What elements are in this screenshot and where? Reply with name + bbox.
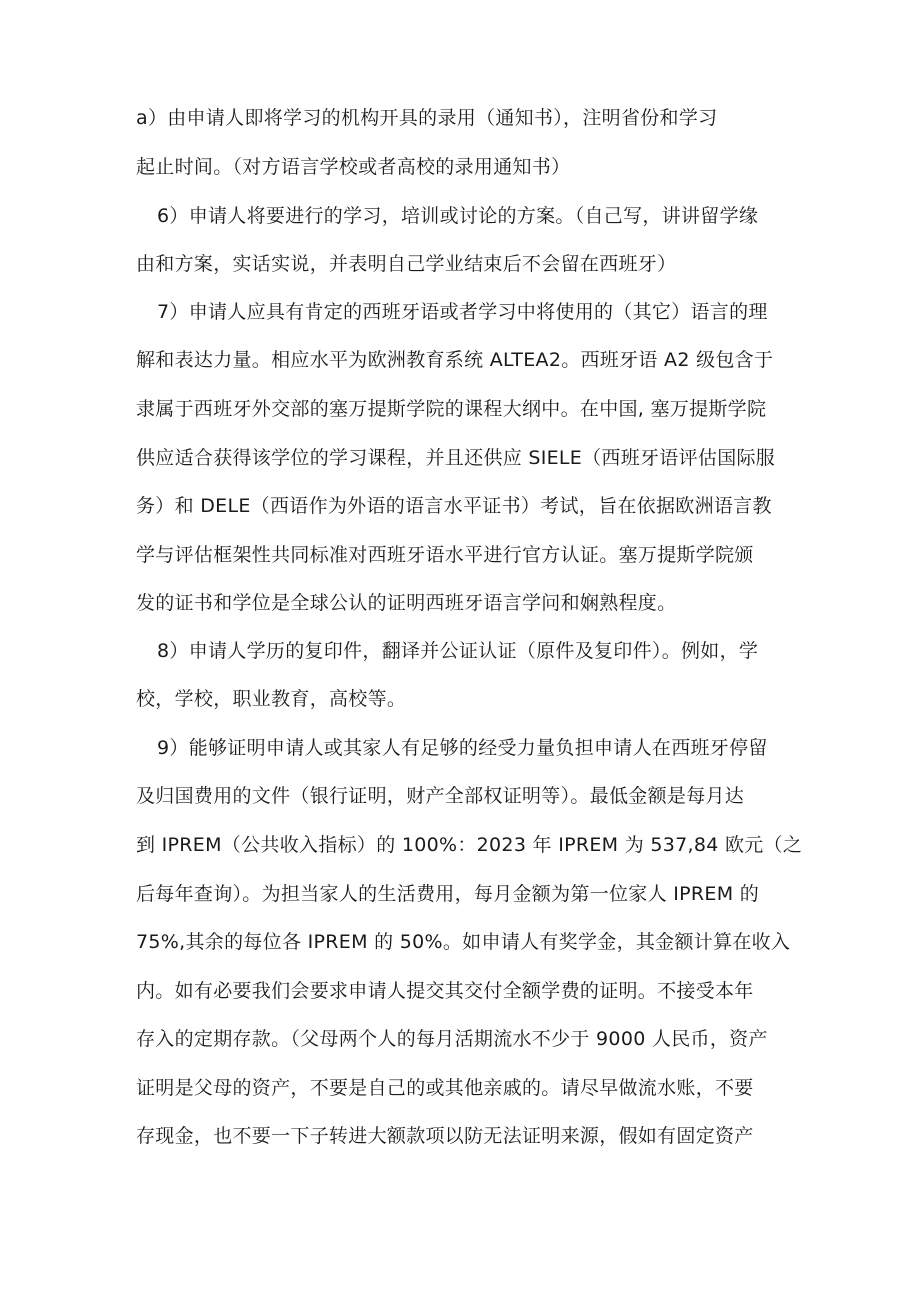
item-7-line-1: 7）申请人应具有肯定的西班牙语或者学习中将使用的（其它）语言的理 bbox=[157, 301, 768, 323]
item-a-line-1: a）由申请人即将学习的机构开具的录用（通知书），注明省份和学习 bbox=[136, 107, 718, 129]
item-9-line-3: 到 IPREM（公共收入指标）的 100%：2023 年 IPREM 为 537,84 欧元（之 bbox=[136, 834, 803, 856]
item-9-line-4: 后每年查询）。为担当家人的生活费用，每月金额为第一位家人 IPREM 的 bbox=[136, 883, 760, 905]
item-7-line-7: 发的证书和学位是全球公认的证明西班牙语言学问和娴熟程度。 bbox=[136, 592, 677, 614]
item-7-line-5: 务）和 DELE（西语作为外语的语言水平证书）考试，旨在依据欧洲语言教 bbox=[136, 495, 772, 517]
item-9-line-6: 内。如有必要我们会要求申请人提交其交付全额学费的证明。不接受本年 bbox=[136, 980, 754, 1002]
item-7-line-3: 隶属于西班牙外交部的塞万提斯学院的课程大纲中。在中国, 塞万提斯学院 bbox=[136, 398, 767, 420]
item-6-line-1: 6）申请人将要进行的学习，培训或讨论的方案。（自己写，讲讲留学缘 bbox=[157, 205, 759, 227]
item-7-line-2: 解和表达力量。相应水平为欧洲教育系统 ALTEA2。西班牙语 A2 级包含于 bbox=[136, 349, 774, 371]
item-9-line-5: 75%,其余的每位各 IPREM 的 50%。如申请人有奖学金，其金额计算在收入 bbox=[136, 931, 791, 953]
item-a-line-2: 起止时间。（对方语言学校或者高校的录用通知书） bbox=[136, 156, 571, 178]
item-7-line-6: 学与评估框架性共同标准对西班牙语水平进行官方认证。塞万提斯学院颁 bbox=[136, 544, 754, 566]
item-7-line-4: 供应适合获得该学位的学习课程，并且还供应 SIELE（西班牙语评估国际服 bbox=[136, 447, 776, 469]
item-9-line-9: 存现金，也不要一下子转进大额款项以防无法证明来源，假如有固定资产 bbox=[136, 1125, 754, 1147]
item-6-line-2: 由和方案，实话实说，并表明自己学业结束后不会留在西班牙） bbox=[136, 253, 677, 275]
item-9-line-1: 9）能够证明申请人或其家人有足够的经受力量负担申请人在西班牙停留 bbox=[157, 737, 768, 759]
item-8-line-1: 8）申请人学历的复印件，翻译并公证认证（原件及复印件）。例如，学 bbox=[157, 640, 759, 662]
item-9-line-8: 证明是父母的资产，不要是自己的或其他亲戚的。请尽早做流水账，不要 bbox=[136, 1077, 754, 1099]
item-9-line-2: 及归国费用的文件（银行证明，财产全部权证明等）。最低金额是每月达 bbox=[136, 785, 745, 807]
item-9-line-7: 存入的定期存款。（父母两个人的每月活期流水不少于 9000 人民币，资产 bbox=[136, 1028, 768, 1050]
item-8-line-2: 校，学校，职业教育，高校等。 bbox=[136, 688, 407, 710]
